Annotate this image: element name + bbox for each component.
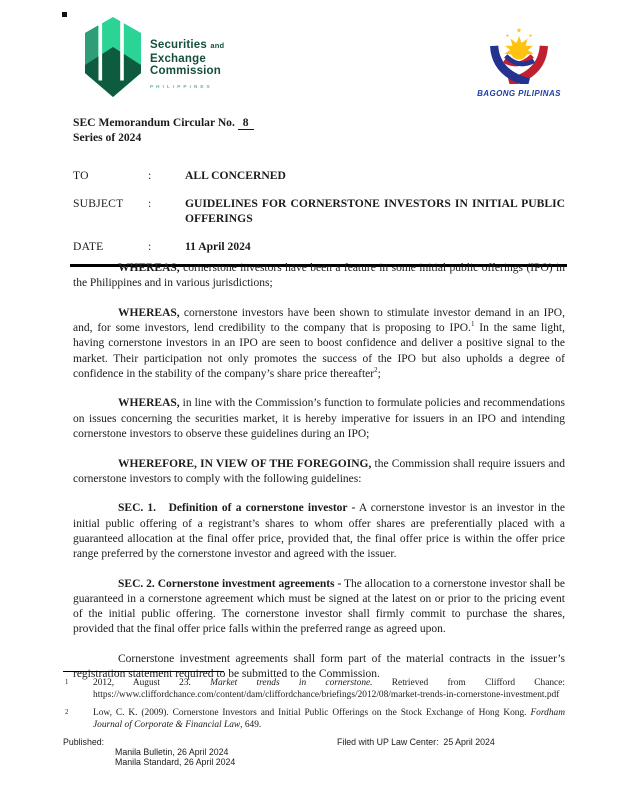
published-item: Manila Bulletin, 26 April 2024 <box>115 746 229 757</box>
footnote-1 <box>63 678 565 701</box>
sec-logo-line2: Exchange <box>150 52 206 65</box>
published-label: Published: <box>63 737 105 748</box>
svg-text:★: ★ <box>505 33 510 39</box>
memo-series-line: Series of 2024 <box>73 131 142 144</box>
paragraph-whereas-1: WHEREAS, cornerstone investors have been a feature in some initial public offerings (IPO) in the Philippines and in various jurisdictions; <box>73 262 565 290</box>
footnote-2-marker: 2 <box>65 709 69 717</box>
meta-separator: : <box>148 197 152 210</box>
sec-logo-line1: Securities and <box>150 39 225 51</box>
meta-row-subject <box>73 196 567 226</box>
meta-separator: : <box>148 169 152 182</box>
published-items <box>115 748 565 767</box>
memo-id-block <box>73 115 254 145</box>
paragraph-sec-2: SEC. 2. Cornerstone investment agreements - The allocation to a cornerstone investor shall be guaranteed in a cornerstone agreement which must be signed at the latest on or prior to the pricing event of the initial public offering. The cornerstone investor shall firmly commit to purchase the shares, provided that the final offer price falls within the preferred range as agreed upon. <box>73 577 565 636</box>
footnote-area <box>63 671 565 767</box>
bagong-pilipinas-logo <box>473 26 565 98</box>
sec-logo <box>85 16 224 98</box>
memo-number: 8 <box>238 116 254 130</box>
meta-value-date: 11 April 2024 <box>185 240 251 253</box>
bagong-pilipinas-icon <box>481 26 557 84</box>
filed-with-label: Filed with UP Law Center: 25 April 2024 <box>337 737 495 748</box>
sec-logo-philippines: PHILIPPINES <box>150 83 213 89</box>
meta-separator: : <box>148 240 152 253</box>
footnote-1-text: 2012, August 23. Market trends in cornerstone. Retrieved from Clifford Chance: https://www.cliffordchance.com/content/dam/cliffordchance/briefings/2012/08/market-trends-in-cornerstone-investment.pdf <box>93 678 565 700</box>
meta-label-to: TO <box>73 169 89 182</box>
document-header <box>73 16 565 98</box>
footnote-1-marker: 1 <box>65 679 69 686</box>
meta-row-to <box>73 168 567 183</box>
svg-text:★: ★ <box>516 26 522 35</box>
memo-title-prefix: SEC Memorandum Circular No. <box>73 116 235 129</box>
memo-title-line <box>73 115 254 130</box>
footnote-2-text: Low, C. K. (2009). Cornerstone Investors and Initial Public Offerings on the Stock Exchange of Hong Kong. Fordham Journal of Corporate & Financial Law, 649. <box>93 708 565 730</box>
meta-value-to: ALL CONCERNED <box>185 169 286 182</box>
paragraph-wherefore: WHEREFORE, IN VIEW OF THE FOREGOING, the Commission shall require issuers and cornerstone investors to comply with the following guidelines: <box>73 457 565 485</box>
paragraph-sec-1: SEC. 1. Definition of a cornerstone investor - A cornerstone investor is an investor in the initial public offering of a registrant’s shares to whom offer shares are preferentially placed with a guaranteed allocation at the final offer price, provided that, the final offer price is within the offer price range preferred by the cornerstone investor and agreed with the issuer. <box>73 502 565 561</box>
sec-hexagon-icon <box>85 16 141 98</box>
paragraph-whereas-2: WHEREAS, cornerstone investors have been shown to stimulate investor demand in an IPO, and, for some investors, lend credibility to the company that is proposing to IPO.$^1$ In the same light, having cornerstone investors in an IPO are seen to boost confidence and deliver a positive signal to the market. Their participation not only promotes the success of the IPO but also upholds a degree of confidence in the stability of the company’s share price thereafter$^2$; <box>73 306 566 380</box>
paragraph-sec-2-cont: Cornerstone investment agreements shall form part of the material contracts in the issuer’s registration statement required to be submitted to the Commission. <box>73 653 565 681</box>
memo-meta-table <box>70 168 567 267</box>
footnote-separator-rule <box>63 671 224 672</box>
memo-body <box>73 261 565 697</box>
publication-footer <box>63 738 565 767</box>
sec-logo-line3: Commission <box>150 65 222 77</box>
meta-value-subject: GUIDELINES FOR CORNERSTONE INVESTORS IN INITIAL PUBLIC OFFERINGS <box>185 197 565 225</box>
page-artifact-mark <box>62 12 67 17</box>
meta-label-date: DATE <box>73 240 104 253</box>
footnote-2 <box>63 708 565 731</box>
sec-logo-text <box>150 16 224 98</box>
published-item: Manila Standard, 26 April 2024 <box>115 756 236 767</box>
meta-label-subject: SUBJECT <box>73 197 124 210</box>
meta-row-date <box>73 239 567 254</box>
paragraph-whereas-3: WHEREAS, in line with the Commission’s function to formulate policies and recommendations on issues concerning the securities market, it is hereby imperative for issuers in an IPO and intending cornerstone investors to observe these guidelines during an IPO; <box>73 397 565 440</box>
svg-text:★: ★ <box>528 33 533 39</box>
bagong-pilipinas-caption: BAGONG PILIPINAS <box>477 89 561 98</box>
